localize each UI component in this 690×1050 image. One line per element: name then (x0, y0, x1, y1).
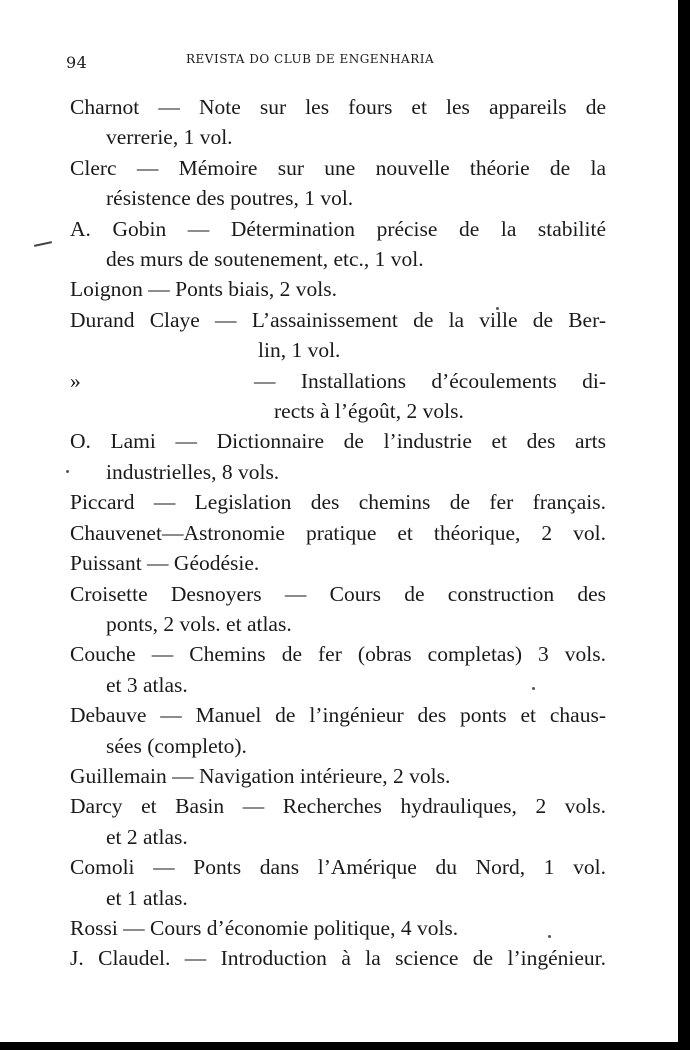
entry-charnot (70, 92, 606, 153)
speck (66, 470, 69, 473)
entry-line: J. Claudel. — Introduction à la science de l’ingénieur. (70, 946, 606, 971)
entry-continuation: ponts, 2 vols. et atlas. (106, 611, 292, 636)
entry-croisette-desnoyers (70, 579, 606, 640)
entry-continuation: et 1 atlas. (106, 885, 188, 910)
entry-line: Rossi — Cours d’économie politique, 4 vols. (70, 915, 459, 940)
entry-continuation: industrielles, 8 vols. (106, 459, 280, 484)
entry-line: Charnot — Note sur les fours et les appareils de (70, 95, 606, 119)
entry-line: Comoli — Ponts dans l’Amérique du Nord, 1 vol. (70, 855, 606, 880)
entry-line: Darcy et Basin — Recherches hydrauliques, 2 vols. (70, 794, 606, 819)
entry-piccard (70, 487, 606, 517)
entry-continuation: verrerie, 1 vol. (106, 125, 233, 150)
entry-gobin (70, 214, 606, 275)
entry-durand-claye (70, 305, 606, 427)
entry-line: O. Lami — Dictionnaire de l’industrie et des arts (70, 429, 606, 454)
entry-continuation: rects à l’égoût, 2 vols. (274, 399, 464, 424)
entry-line: Guillemain — Navigation intérieure, 2 vols. (70, 763, 451, 788)
entry-line: Debauve — Manuel de l’ingénieur des ponts et chaus- (70, 703, 606, 728)
entry-line: Loignon — Ponts biais, 2 vols. (70, 277, 337, 302)
entry-guillemain (70, 761, 606, 791)
entry-continuation: lin, 1 vol. (258, 338, 341, 363)
entry-line-ibid (70, 366, 606, 396)
entry-loignon (70, 274, 606, 304)
entry-continuation: résistence des poutres, 1 vol. (106, 186, 354, 211)
entry-chauvenet (70, 518, 606, 548)
entry-line: Piccard — Legislation des chemins de fer français. (70, 490, 606, 515)
entry-rossi (70, 913, 606, 943)
entry-line: Clerc — Mémoire sur une nouvelle théorie de la (70, 155, 606, 180)
ibid-mark: » (70, 368, 81, 393)
entry-continuation: et 3 atlas. (106, 672, 188, 697)
entry-continuation: des murs de soutenement, etc., 1 vol. (106, 247, 424, 272)
entry-line: A. Gobin — Détermination précise de la stabilité (70, 216, 606, 241)
entry-line: Croisette Desnoyers — Cours de construction des (70, 581, 606, 606)
entry-continuation: sées (completo). (106, 733, 247, 758)
entry-couche (70, 639, 606, 700)
entry-comoli (70, 852, 606, 913)
entry-line: Puissant — Géodésie. (70, 551, 260, 576)
entry-line: — Installations d’écoulements di- (254, 368, 606, 393)
entry-debauve (70, 700, 606, 761)
page-number: 94 (66, 53, 88, 72)
running-title: REVISTA DO CLUB DE ENGENHARIA (186, 52, 435, 66)
entry-line: Chauvenet—Astronomie pratique et théorique, 2 vol. (70, 520, 606, 545)
entry-lami (70, 426, 606, 487)
entry-continuation: et 2 atlas. (106, 824, 188, 849)
entry-clerc (70, 153, 606, 214)
entry-line: Couche — Chemins de fer (obras completas) 3 vols. (70, 642, 606, 667)
page-header (66, 50, 586, 70)
entry-line: Durand Claye — L’assainissement de la ville de Ber- (70, 307, 606, 332)
entry-puissant (70, 548, 606, 578)
margin-mark (34, 241, 52, 247)
entry-claudel (70, 943, 606, 973)
bibliography-list (70, 92, 606, 974)
entry-darcy-basin (70, 791, 606, 852)
